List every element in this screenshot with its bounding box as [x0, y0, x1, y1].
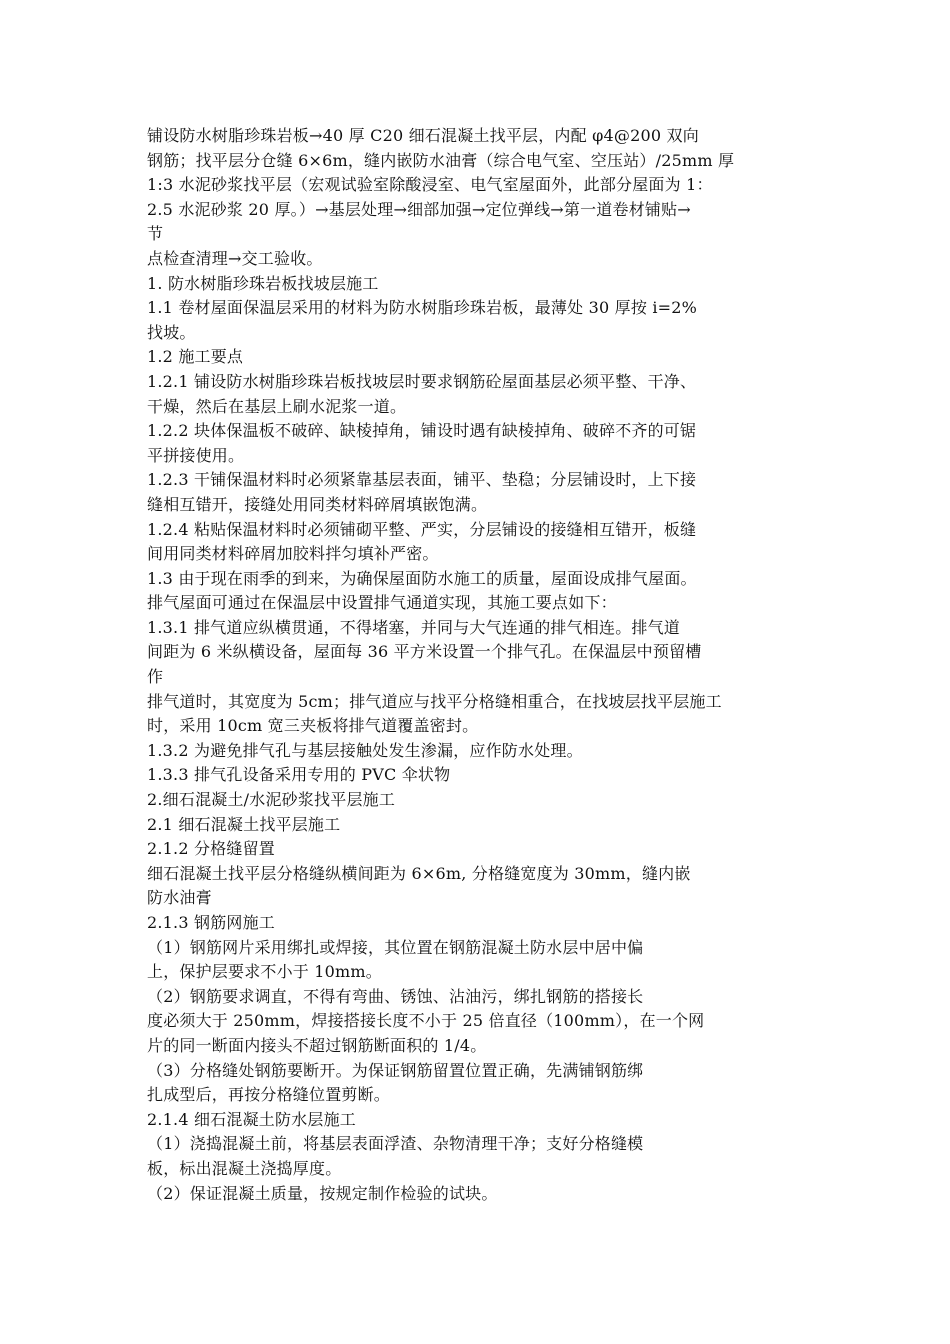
- text-line: 上，保护层要求不小于 10mm。: [147, 962, 382, 982]
- text-line: （2）钢筋要求调直，不得有弯曲、锈蚀、沾油污，绑扎钢筋的搭接长: [147, 986, 644, 1006]
- text-line: 缝相互错开，接缝处用同类材料碎屑填嵌饱满。: [147, 494, 488, 514]
- text-line: 排气屋面可通过在保温层中设置排气通道实现，其施工要点如下：: [147, 593, 617, 613]
- text-line: 扎成型后，再按分格缝位置剪断。: [147, 1085, 391, 1105]
- text-line: 干燥，然后在基层上刷水泥浆一道。: [147, 396, 407, 416]
- text-line: 作: [147, 667, 164, 687]
- text-line: 1.2.4 粘贴保温材料时必须铺砌平整、严实，分层铺设的接缝相互错开，板缝: [147, 519, 697, 539]
- text-line: 1.3.3 排气孔设备采用专用的 PVC 伞状物: [147, 765, 451, 785]
- text-line: 细石混凝土找平层分格缝纵横间距为 6×6m, 分格缝宽度为 30mm，缝内嵌: [147, 863, 691, 883]
- text-line: （1）浇捣混凝土前，将基层表面浮渣、杂物清理干净；支好分格缝模: [147, 1134, 644, 1154]
- text-line: 钢筋；找平层分仓缝 6×6m，缝内嵌防水油膏（综合电气室、空压站）/25mm 厚: [147, 150, 735, 170]
- text-line: 1.3.1 排气道应纵横贯通，不得堵塞，并同与大气连通的排气相连。排气道: [147, 617, 680, 637]
- text-line: 1.1 卷材屋面保温层采用的材料为防水树脂珍珠岩板，最薄处 30 厚按 i=2%: [147, 298, 698, 318]
- text-line: 铺设防水树脂珍珠岩板→40 厚 C20 细石混凝土找平层，内配 φ4@200 双向: [147, 126, 699, 145]
- text-line: 点检查清理→交工验收。: [147, 248, 323, 268]
- subsection-heading: 1.2 施工要点: [147, 347, 244, 367]
- text-line: 防水油膏: [147, 888, 212, 908]
- text-line: 片的同一断面内接头不超过钢筋断面积的 1/4。: [147, 1035, 487, 1055]
- text-line: 板，标出混凝土浇捣厚度。: [147, 1158, 342, 1178]
- subsection-heading: 2.1.3 钢筋网施工: [147, 913, 275, 932]
- section-heading: 2.细石混凝土/水泥砂浆找平层施工: [147, 790, 396, 810]
- subsection-heading: 2.1.4 细石混凝土防水层施工: [147, 1109, 356, 1129]
- text-line: （1）钢筋网片采用绑扎或焊接，其位置在钢筋混凝土防水层中居中偏: [147, 937, 644, 957]
- section-heading: 1. 防水树脂珍珠岩板找坡层施工: [147, 273, 379, 293]
- text-line: 排气道时，其宽度为 5cm；排气道应与找平分格缝相重合，在找坡层找平层施工: [147, 691, 722, 711]
- document-body: [147, 124, 819, 1206]
- text-line: 1:3 水泥砂浆找平层（宏观试验室除酸浸室、电气室屋面外，此部分屋面为 1：: [147, 175, 713, 195]
- text-line: 1.2.1 铺设防水树脂珍珠岩板找坡层时要求钢筋砼屋面基层必须平整、干净、: [147, 371, 697, 391]
- text-line: 1.2.2 块体保温板不破碎、缺棱掉角，铺设时遇有缺棱掉角、破碎不齐的可锯: [147, 421, 697, 441]
- text-line: 时，采用 10cm 宽三夹板将排气道覆盖密封。: [147, 716, 479, 736]
- text-line: 2.5 水泥砂浆 20 厚。）→基层处理→细部加强→定位弹线→第一道卷材铺贴→: [147, 199, 691, 219]
- text-line: （3）分格缝处钢筋要断开。为保证钢筋留置位置正确，先满铺钢筋绑: [147, 1060, 644, 1080]
- text-line: 度必须大于 250mm，焊接搭接长度不小于 25 倍直径（100mm），在一个网: [147, 1011, 705, 1031]
- text-line: 间距为 6 米纵横设备，屋面每 36 平方米设置一个排气孔。在保温层中预留槽: [147, 642, 702, 662]
- text-line: 1.3 由于现在雨季的到来，为确保屋面防水施工的质量，屋面设成排气屋面。: [147, 568, 697, 588]
- subsection-heading: 2.1.2 分格缝留置: [147, 839, 275, 859]
- text-line: 平拼接使用。: [147, 445, 245, 465]
- text-line: 1.3.2 为避免排气孔与基层接触处发生渗漏，应作防水处理。: [147, 740, 583, 760]
- text-line: （2）保证混凝土质量，按规定制作检验的试块。: [147, 1183, 498, 1203]
- text-line: 节: [147, 224, 164, 244]
- text-line: 间用同类材料碎屑加胶料拌匀填补严密。: [147, 544, 439, 564]
- text-line: 找坡。: [147, 322, 196, 342]
- subsection-heading: 2.1 细石混凝土找平层施工: [147, 814, 341, 834]
- text-line: 1.2.3 干铺保温材料时必须紧靠基层表面，铺平、垫稳；分层铺设时，上下接: [147, 470, 697, 490]
